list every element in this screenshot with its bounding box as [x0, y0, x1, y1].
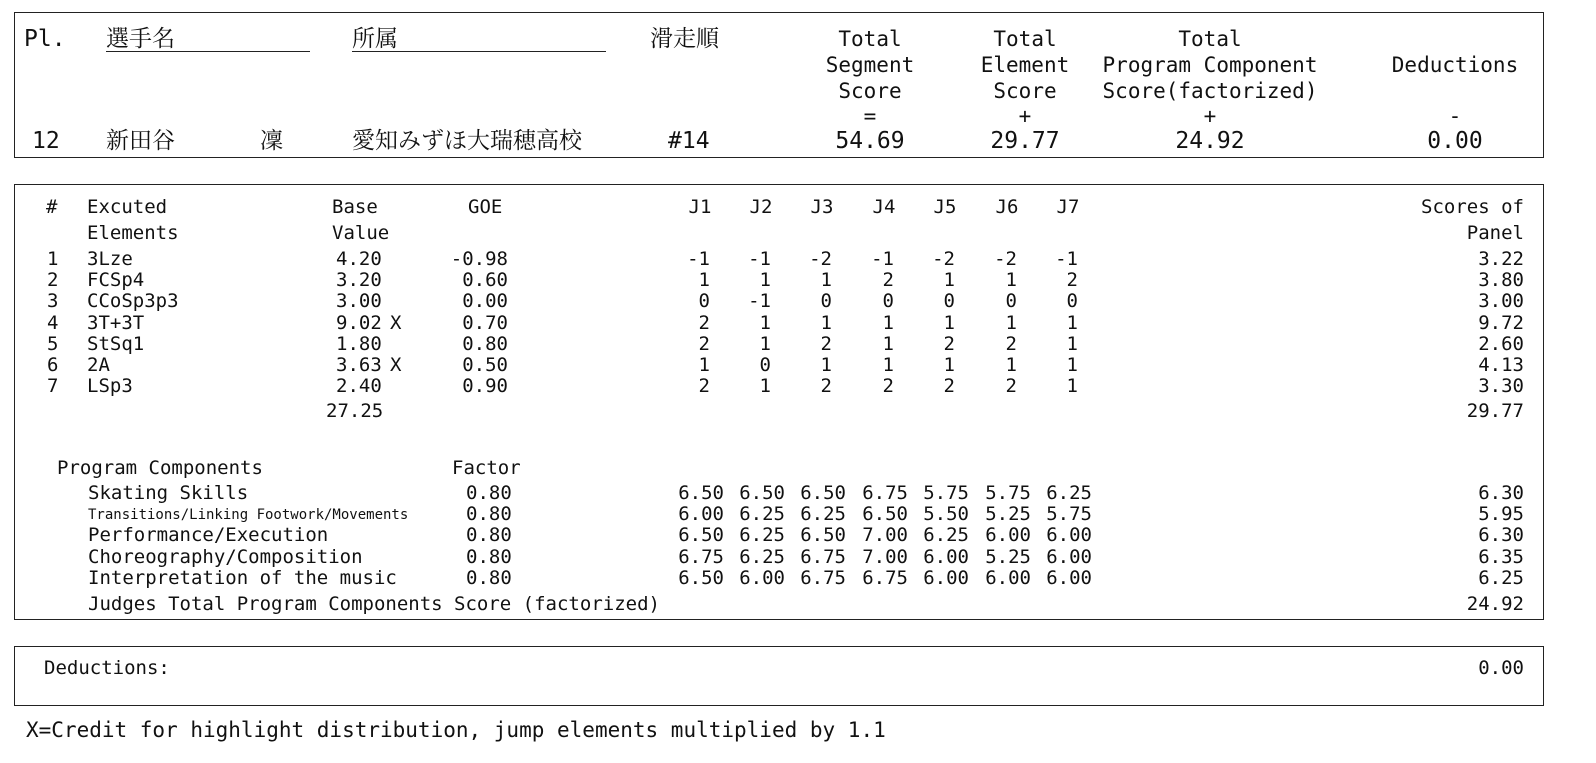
element-judge-mark: 1	[820, 269, 832, 292]
skater-place: 12	[32, 128, 60, 154]
col-score-header-2: Panel	[1466, 222, 1524, 244]
element-judge-mark: 2	[1005, 332, 1017, 355]
component-score: 6.30	[1478, 524, 1524, 547]
component-judge-mark: 5.75	[985, 482, 1031, 504]
component-judge-mark: 6.00	[985, 524, 1031, 547]
element-judge-mark: 1	[698, 269, 710, 292]
element-base-value: 3.20	[336, 269, 382, 292]
element-judge-mark: -2	[932, 248, 955, 270]
component-factor: 0.80	[466, 524, 512, 547]
component-judge-mark: 6.00	[985, 566, 1031, 589]
element-number: 1	[47, 248, 59, 270]
deductions-panel	[14, 646, 1544, 706]
element-judge-mark: 1	[759, 375, 771, 398]
col-score-header-1: Scores of	[1421, 196, 1524, 218]
element-judge-mark: 2	[943, 375, 955, 398]
judge-header: J3	[810, 196, 834, 218]
element-goe: 0.90	[462, 375, 508, 398]
component-name: Interpretation of the music	[88, 566, 397, 589]
element-base-value: 1.80	[336, 332, 382, 355]
component-name: Transitions/Linking Footwork/Movements	[88, 507, 409, 524]
component-judge-mark: 7.00	[862, 524, 908, 547]
component-judge-mark: 5.25	[985, 503, 1031, 526]
element-judge-mark: 2	[882, 375, 894, 398]
component-judge-mark: 6.25	[739, 503, 785, 526]
element-judge-mark: -2	[994, 248, 1017, 270]
element-judge-mark: -2	[809, 248, 832, 270]
element-judge-mark: 1	[1005, 354, 1017, 376]
deductions-operator: -	[1448, 104, 1462, 128]
component-judge-mark: 6.50	[678, 566, 724, 589]
tss-label-3: Score	[838, 79, 902, 103]
component-name: Choreography/Composition	[88, 545, 363, 568]
element-number: 2	[47, 269, 59, 292]
element-judge-mark: 2	[820, 375, 832, 398]
component-judge-mark: 5.75	[923, 482, 969, 504]
element-judge-mark: 0	[1005, 290, 1017, 313]
element-goe: 0.80	[462, 332, 508, 355]
total-element-score: 29.77	[990, 128, 1060, 154]
component-judge-mark: 5.75	[1046, 503, 1092, 526]
element-judge-mark: 0	[820, 290, 832, 313]
component-judge-mark: 6.50	[678, 482, 724, 504]
component-judge-mark: 6.75	[862, 482, 908, 504]
judge-header: J6	[995, 196, 1019, 218]
element-name: 3Lze	[87, 248, 133, 270]
element-judge-mark: 2	[943, 332, 955, 355]
deductions-label: Deductions	[1391, 53, 1519, 77]
element-judge-mark: 1	[759, 269, 771, 292]
element-judge-mark: -1	[748, 290, 771, 313]
program-components-header: Program Components	[57, 457, 263, 479]
skater-club: 愛知みずほ大瑞穂高校	[352, 128, 582, 154]
component-score: 6.25	[1478, 566, 1524, 589]
element-judge-mark: 0	[882, 290, 894, 313]
component-factor: 0.80	[466, 482, 512, 504]
tes-label-2: Element	[980, 53, 1070, 77]
element-judge-mark: 1	[1005, 269, 1017, 292]
element-panel-score: 3.00	[1478, 290, 1524, 313]
element-name: StSq1	[87, 332, 145, 355]
component-factor: 0.80	[466, 566, 512, 589]
element-judge-mark: 1	[882, 354, 894, 376]
component-judge-mark: 6.75	[862, 566, 908, 589]
total-deductions: 0.00	[1427, 128, 1483, 154]
element-highlight-marker: X	[390, 354, 402, 376]
element-panel-score: 9.72	[1478, 311, 1524, 334]
total-segment-score: 54.69	[835, 128, 905, 154]
start-order-label: 滑走順	[650, 26, 719, 52]
component-judge-mark: 6.00	[1046, 545, 1092, 568]
element-panel-score: 3.22	[1478, 248, 1524, 270]
pcs-label-1: Total	[1178, 27, 1242, 51]
component-factor: 0.80	[466, 503, 512, 526]
element-goe: 0.70	[462, 311, 508, 334]
component-judge-mark: 6.25	[739, 524, 785, 547]
pcs-label-2: Program Component	[1102, 53, 1318, 77]
component-judge-mark: 6.00	[739, 566, 785, 589]
col-element-header-1: Excuted	[87, 196, 168, 218]
component-judge-mark: 6.75	[800, 566, 846, 589]
element-judge-mark: 1	[882, 311, 894, 334]
skater-given-name: 凜	[260, 128, 283, 154]
judge-header: J5	[933, 196, 957, 218]
element-judge-mark: 1	[1066, 332, 1078, 355]
component-judge-mark: 6.50	[739, 482, 785, 504]
element-panel-score: 2.60	[1478, 332, 1524, 355]
component-judge-mark: 6.75	[800, 545, 846, 568]
factor-header: Factor	[452, 457, 521, 479]
component-judge-mark: 5.25	[985, 545, 1031, 568]
deductions-row-value: 0.00	[1478, 657, 1524, 679]
pcs-label-3: Score(factorized)	[1102, 79, 1318, 103]
element-name: 3T+3T	[87, 311, 145, 334]
tes-label-3: Score	[993, 79, 1057, 103]
element-name: FCSp4	[87, 269, 145, 292]
element-base-value: 2.40	[336, 375, 382, 398]
element-judge-mark: 1	[759, 332, 771, 355]
element-judge-mark: 1	[1066, 311, 1078, 334]
element-number: 7	[47, 375, 59, 398]
pcs-operator: +	[1203, 104, 1217, 128]
element-judge-mark: 2	[820, 332, 832, 355]
judge-header: J4	[872, 196, 896, 218]
col-goe-header: GOE	[468, 196, 503, 218]
component-judge-mark: 6.00	[923, 545, 969, 568]
element-judge-mark: 0	[759, 354, 771, 376]
element-goe: 0.60	[462, 269, 508, 292]
footnote: X=Credit for highlight distribution, jump elements multiplied by 1.1	[26, 718, 886, 742]
element-judge-mark: 1	[943, 354, 955, 376]
component-score: 6.35	[1478, 545, 1524, 568]
component-judge-mark: 6.50	[678, 524, 724, 547]
col-num-header: #	[46, 196, 58, 218]
component-factor: 0.80	[466, 545, 512, 568]
element-judge-mark: 0	[698, 290, 710, 313]
element-highlight-marker: X	[390, 311, 402, 334]
pc-total-score: 24.92	[1466, 593, 1524, 615]
element-panel-score: 3.80	[1478, 269, 1524, 292]
judge-header: J2	[749, 196, 773, 218]
deductions-row-label: Deductions:	[44, 657, 170, 679]
element-judge-mark: 1	[1066, 375, 1078, 398]
component-name: Performance/Execution	[88, 524, 329, 547]
element-judge-mark: 1	[1066, 354, 1078, 376]
element-judge-mark: 1	[820, 354, 832, 376]
element-judge-mark: 2	[698, 332, 710, 355]
element-goe: -0.98	[450, 248, 508, 270]
col-element-header-2: Elements	[87, 222, 179, 244]
component-judge-mark: 6.00	[1046, 566, 1092, 589]
component-judge-mark: 6.25	[739, 545, 785, 568]
element-number: 6	[47, 354, 59, 376]
element-base-value: 3.00	[336, 290, 382, 313]
component-judge-mark: 6.25	[923, 524, 969, 547]
component-judge-mark: 7.00	[862, 545, 908, 568]
tss-label-2: Segment	[825, 53, 915, 77]
name-label	[106, 28, 310, 52]
element-judge-mark: 1	[943, 311, 955, 334]
element-panel-score: 3.30	[1478, 375, 1524, 398]
element-judge-mark: -1	[871, 248, 894, 270]
component-judge-mark: 6.00	[678, 503, 724, 526]
element-number: 4	[47, 311, 59, 334]
element-judge-mark: 2	[1005, 375, 1017, 398]
col-base-header-2: Value	[332, 222, 390, 244]
component-judge-mark: 6.75	[678, 545, 724, 568]
pc-total-label: Judges Total Program Components Score (factorized)	[88, 593, 660, 615]
elements-total-score: 29.77	[1466, 400, 1524, 422]
start-order: #14	[668, 128, 710, 154]
element-base-value: 3.63	[336, 354, 382, 376]
element-name: 2A	[87, 354, 110, 376]
component-judge-mark: 6.00	[1046, 524, 1092, 547]
element-judge-mark: 2	[1066, 269, 1078, 292]
element-panel-score: 4.13	[1478, 354, 1524, 376]
place-label: Pl.	[24, 26, 66, 52]
element-judge-mark: 1	[1005, 311, 1017, 334]
element-judge-mark: 2	[698, 311, 710, 334]
element-number: 3	[47, 290, 59, 313]
judge-header: J7	[1056, 196, 1080, 218]
element-goe: 0.50	[462, 354, 508, 376]
element-judge-mark: -1	[687, 248, 710, 270]
element-judge-mark: -1	[748, 248, 771, 270]
component-judge-mark: 6.50	[800, 482, 846, 504]
tes-operator: +	[1018, 104, 1032, 128]
component-judge-mark: 5.50	[923, 503, 969, 526]
element-base-value: 4.20	[336, 248, 382, 270]
component-judge-mark: 6.25	[800, 503, 846, 526]
name-label-text: 選手名	[106, 28, 310, 52]
component-judge-mark: 6.50	[862, 503, 908, 526]
element-judge-mark: 0	[943, 290, 955, 313]
total-base-value: 27.25	[326, 400, 384, 422]
skater-family-name: 新田谷	[106, 128, 175, 154]
element-name: LSp3	[87, 375, 133, 398]
element-judge-mark: 2	[698, 375, 710, 398]
element-goe: 0.00	[462, 290, 508, 313]
element-judge-mark: 1	[698, 354, 710, 376]
club-label	[352, 28, 606, 52]
component-judge-mark: 6.25	[1046, 482, 1092, 504]
element-judge-mark: 1	[759, 311, 771, 334]
col-base-header-1: Base	[332, 196, 378, 218]
element-judge-mark: -1	[1055, 248, 1078, 270]
judge-header: J1	[688, 196, 712, 218]
tes-label-1: Total	[993, 27, 1057, 51]
component-score: 6.30	[1478, 482, 1524, 504]
total-component-score: 24.92	[1175, 128, 1245, 154]
element-judge-mark: 1	[820, 311, 832, 334]
element-number: 5	[47, 332, 59, 355]
element-base-value: 9.02	[336, 311, 382, 334]
element-judge-mark: 2	[882, 269, 894, 292]
component-name: Skating Skills	[88, 482, 249, 504]
club-label-text: 所属	[352, 28, 606, 52]
element-judge-mark: 1	[943, 269, 955, 292]
element-judge-mark: 1	[882, 332, 894, 355]
element-name: CCoSp3p3	[87, 290, 179, 313]
tss-label-1: Total	[838, 27, 902, 51]
component-judge-mark: 6.50	[800, 524, 846, 547]
component-judge-mark: 6.00	[923, 566, 969, 589]
tss-operator: =	[863, 104, 877, 128]
component-score: 5.95	[1478, 503, 1524, 526]
element-judge-mark: 0	[1066, 290, 1078, 313]
